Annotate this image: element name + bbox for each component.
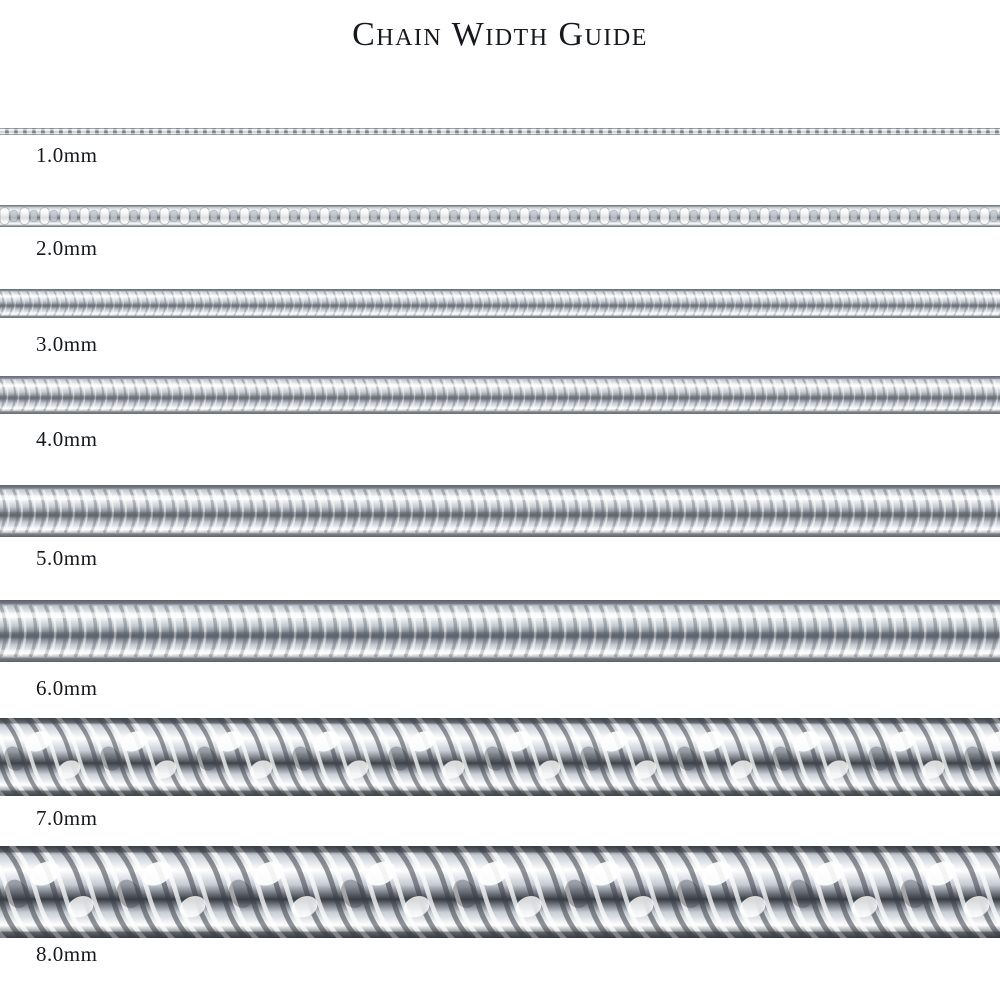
chain-sample-8-0mm <box>0 846 1000 938</box>
chain-sample-4-0mm <box>0 376 1000 414</box>
chain-width-label: 8.0mm <box>36 942 98 966</box>
chain-width-label: 7.0mm <box>36 806 98 830</box>
chain-width-label: 4.0mm <box>36 427 98 451</box>
chain-sample-1-0mm <box>0 128 1000 135</box>
chain-width-label: 5.0mm <box>36 546 98 570</box>
chain-sample-6-0mm <box>0 600 1000 662</box>
chain-sample-2-0mm <box>0 205 1000 227</box>
page-title: Chain Width Guide <box>352 16 648 53</box>
chain-width-label: 6.0mm <box>36 676 98 700</box>
chain-width-label: 2.0mm <box>36 236 98 260</box>
chain-width-label: 1.0mm <box>36 143 98 167</box>
chain-width-label: 3.0mm <box>36 332 98 356</box>
chain-sample-5-0mm <box>0 485 1000 537</box>
chain-sample-3-0mm <box>0 289 1000 318</box>
chain-sample-7-0mm <box>0 718 1000 796</box>
